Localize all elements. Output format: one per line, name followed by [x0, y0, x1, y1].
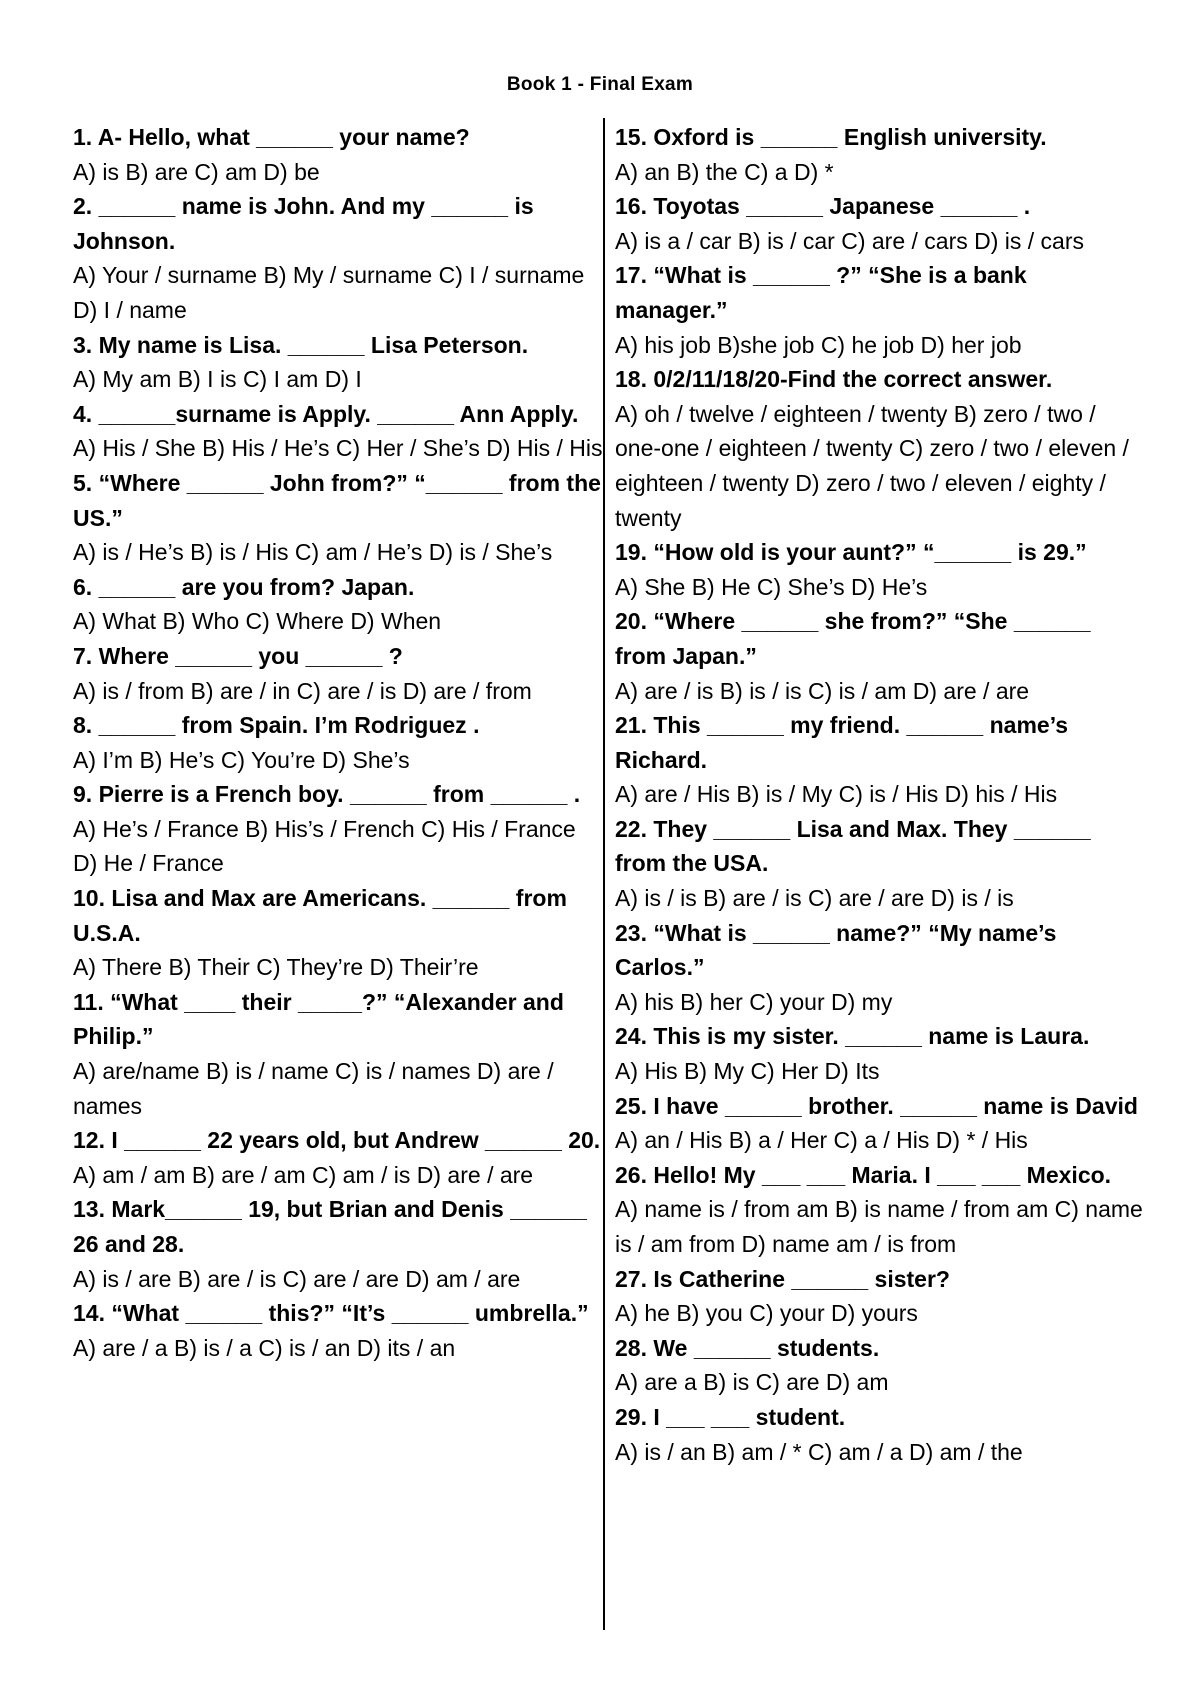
question-item [73, 1123, 603, 1192]
question-item [615, 1158, 1145, 1262]
question-text: 18. 0/2/11/18/20-Find the correct answer. [615, 366, 1053, 393]
question-text: 9. Pierre is a French boy. ______ from ______ . [73, 781, 581, 808]
question-item [615, 1089, 1145, 1158]
question-text: 29. I ___ ___ student. [615, 1403, 846, 1430]
question-text: 13. Mark______ 19, but Brian and Denis ______ 26 and 28. [73, 1196, 587, 1257]
question-text: 25. I have ______ brother. ______ name is David [615, 1092, 1138, 1119]
answer-options: A) are / a B) is / a C) is / an D) its / an [73, 1334, 456, 1361]
answer-options: A) name is / from am B) is name / from am C) name is / am from D) name am / is from [615, 1196, 1143, 1257]
answer-options: A) His B) My C) Her D) Its [615, 1058, 880, 1085]
answer-options: A) is / is B) are / is C) are / are D) is / is [615, 885, 1014, 912]
question-text: 11. “What ____ their _____?” “Alexander and Philip.” [73, 988, 564, 1050]
question-item [73, 708, 603, 777]
question-text: 16. Toyotas ______ Japanese ______ . [615, 193, 1031, 220]
question-item [615, 812, 1145, 916]
answer-options: A) She B) He C) She’s D) He’s [615, 573, 928, 600]
question-text: 7. Where ______ you ______ ? [73, 642, 403, 669]
question-item [73, 570, 603, 639]
question-text: 22. They ______ Lisa and Max. They ______ from the USA. [615, 815, 1091, 877]
answer-options: A) is / from B) are / in C) are / is D) are / from [73, 677, 532, 704]
answer-options: A) an B) the C) a D) * [615, 158, 834, 185]
question-text: 15. Oxford is ______ English university. [615, 124, 1047, 150]
page-title: Book 1 - Final Exam [506, 74, 694, 95]
question-text: 4. ______surname is Apply. ______ Ann Apply. [73, 400, 579, 427]
question-text: 27. Is Catherine ______ sister? [615, 1265, 950, 1292]
answer-options: A) are / is B) is / is C) is / am D) are / are [615, 677, 1030, 704]
question-item [73, 1192, 603, 1296]
question-item [615, 535, 1145, 604]
answer-options: A) his job B)she job C) he job D) her job [615, 331, 1022, 358]
question-text: 10. Lisa and Max are Americans. ______ from U.S.A. [73, 885, 567, 946]
question-text: 17. “What is ______ ?” “She is a bank manager.” [615, 262, 1027, 323]
question-item [615, 120, 1145, 189]
question-item [615, 1400, 1145, 1469]
question-item [615, 708, 1145, 812]
question-item [73, 881, 603, 985]
answer-options: A) He’s / France B) His’s / French C) His / France D) He / France [73, 815, 576, 877]
question-item [615, 604, 1145, 708]
answer-options: A) is a / car B) is / car C) are / cars D) is / cars [615, 227, 1085, 254]
answer-options: A) is / an B) am / * C) am / a D) am / the [615, 1438, 1023, 1465]
answer-options: A) What B) Who C) Where D) When [73, 608, 442, 635]
question-item [73, 189, 603, 327]
question-item [73, 328, 603, 397]
question-text: 12. I ______ 22 years old, but Andrew ______ 20. [73, 1127, 601, 1154]
question-text: 24. This is my sister. ______ name is Laura. [615, 1023, 1090, 1050]
answer-options: A) am / am B) are / am C) am / is D) are / are [73, 1161, 534, 1188]
answer-options: A) an / His B) a / Her C) a / His D) * / His [615, 1127, 1028, 1154]
answer-options: A) My am B) I is C) I am D) I [73, 366, 362, 393]
answer-options: A) oh / twelve / eighteen / twenty B) zero / two / one-one / eighteen / twenty C) zero / two / eleven / eighteen / twenty D) zero / two / eleven / eighty / twenty [615, 400, 1129, 531]
answer-options: A) Your / surname B) My / surname C) I / surname D) I / name [73, 262, 585, 323]
question-item [73, 466, 603, 570]
question-item [73, 397, 603, 466]
right-question-column [615, 120, 1145, 1469]
question-text: 21. This ______ my friend. ______ name’s Richard. [615, 712, 1069, 773]
question-item [615, 916, 1145, 1020]
answer-options: A) his B) her C) your D) my [615, 988, 893, 1015]
answer-options: A) he B) you C) your D) yours [615, 1300, 918, 1327]
answer-options: A) His / She B) His / He’s C) Her / She’s D) His / His [73, 435, 603, 462]
answer-options: A) There B) Their C) They’re D) Their’re [73, 954, 479, 981]
answer-options: A) is / He’s B) is / His C) am / He’s D) is / She’s [73, 539, 553, 566]
column-divider [603, 118, 605, 1630]
question-item [615, 1262, 1145, 1331]
answer-options: A) is B) are C) am D) be [73, 158, 320, 185]
question-text: 19. “How old is your aunt?” “______ is 29.” [615, 539, 1087, 566]
question-item [615, 189, 1145, 258]
question-item [615, 362, 1145, 535]
question-text: 14. “What ______ this?” “It’s ______ umbrella.” [73, 1300, 589, 1327]
answer-options: A) are / His B) is / My C) is / His D) his / His [615, 781, 1058, 808]
question-text: 2. ______ name is John. And my ______ is Johnson. [73, 193, 534, 254]
question-text: 23. “What is ______ name?” “My name’s Carlos.” [615, 919, 1057, 981]
left-question-column [73, 120, 603, 1365]
question-item [615, 258, 1145, 362]
question-text: 20. “Where ______ she from?” “She ______ from Japan.” [615, 608, 1091, 669]
question-text: 6. ______ are you from? Japan. [73, 573, 415, 600]
question-item [73, 1296, 603, 1365]
answer-options: A) I’m B) He’s C) You’re D) She’s [73, 746, 410, 773]
question-item [615, 1331, 1145, 1400]
question-item [73, 639, 603, 708]
question-item [615, 1019, 1145, 1088]
question-text: 1. A- Hello, what ______ your name? [73, 124, 470, 150]
answer-options: A) are a B) is C) are D) am [615, 1369, 889, 1396]
question-text: 8. ______ from Spain. I’m Rodriguez . [73, 712, 480, 739]
answer-options: A) are/name B) is / name C) is / names D) are / names [73, 1058, 554, 1119]
question-text: 5. “Where ______ John from?” “______ from the US.” [73, 469, 601, 531]
question-item [73, 985, 603, 1123]
question-text: 28. We ______ students. [615, 1334, 880, 1361]
question-item [73, 120, 603, 189]
answer-options: A) is / are B) are / is C) are / are D) am / are [73, 1265, 521, 1292]
question-text: 26. Hello! My ___ ___ Maria. I ___ ___ Mexico. [615, 1161, 1112, 1188]
question-item [73, 777, 603, 881]
question-text: 3. My name is Lisa. ______ Lisa Peterson. [73, 331, 529, 358]
